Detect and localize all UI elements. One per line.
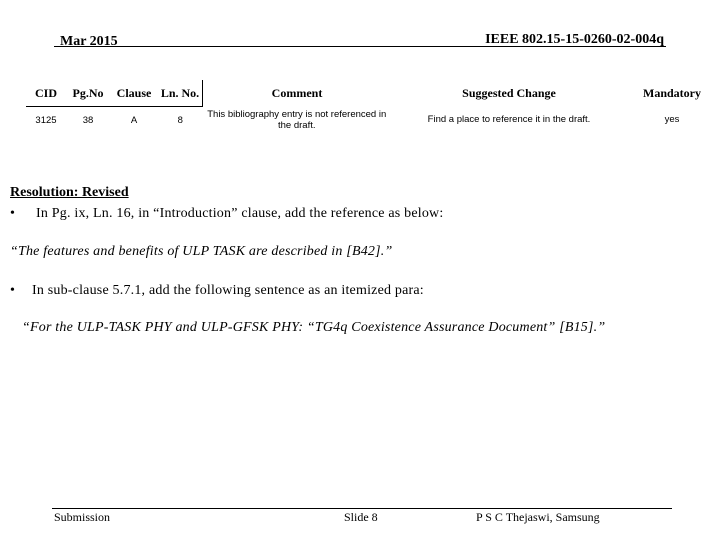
col-header-page: Pg.No (66, 80, 110, 107)
col-header-line: Ln. No. (158, 80, 203, 107)
quote-text-1: “The features and benefits of ULP TASK are described in [B42].” (10, 244, 393, 259)
col-header-suggested-change: Suggested Change (462, 85, 556, 100)
cell-comment: This bibliography entry is not referenced in the draft. (207, 108, 387, 131)
resolution-heading: Resolution: Revised (10, 185, 129, 200)
header-date: Mar 2015 (60, 34, 118, 49)
bullet-marker-1: • (10, 206, 16, 221)
cell-page: 38 (82, 114, 94, 126)
bullet-marker-2: • (10, 283, 16, 298)
header-rule (54, 46, 666, 47)
col-header-mandatory: Mandatory (643, 85, 701, 100)
col-header-cid: CID (26, 80, 66, 107)
footer-submission: Submission (54, 510, 111, 524)
cell-mandatory: yes (664, 114, 680, 126)
footer-slide-number: Slide 8 (344, 510, 378, 524)
footer-rule (52, 508, 672, 509)
col-header-clause: Clause (110, 80, 158, 107)
header-doc-id: IEEE 802.15-15-0260-02-004q (485, 32, 664, 47)
cell-suggested-change: Find a place to reference it in the draft. (427, 114, 591, 126)
bullet-text-1: In Pg. ix, Ln. 16, in “Introduction” clause, add the reference as below: (36, 206, 444, 221)
footer-author: P S C Thejaswi, Samsung (476, 510, 600, 524)
col-header-comment: Comment (271, 85, 323, 100)
cell-line: 8 (177, 114, 183, 126)
comment-table (26, 80, 717, 133)
cell-clause: A (130, 114, 138, 126)
bullet-text-2: In sub-clause 5.7.1, add the following sentence as an itemized para: (32, 283, 424, 298)
table-header-row (26, 80, 717, 107)
table-row (26, 107, 717, 134)
quote-text-2: “For the ULP-TASK PHY and ULP-GFSK PHY: “TG4q Coexistence Assurance Document” [B15].” (22, 320, 606, 335)
cell-cid: 3125 (35, 114, 57, 126)
